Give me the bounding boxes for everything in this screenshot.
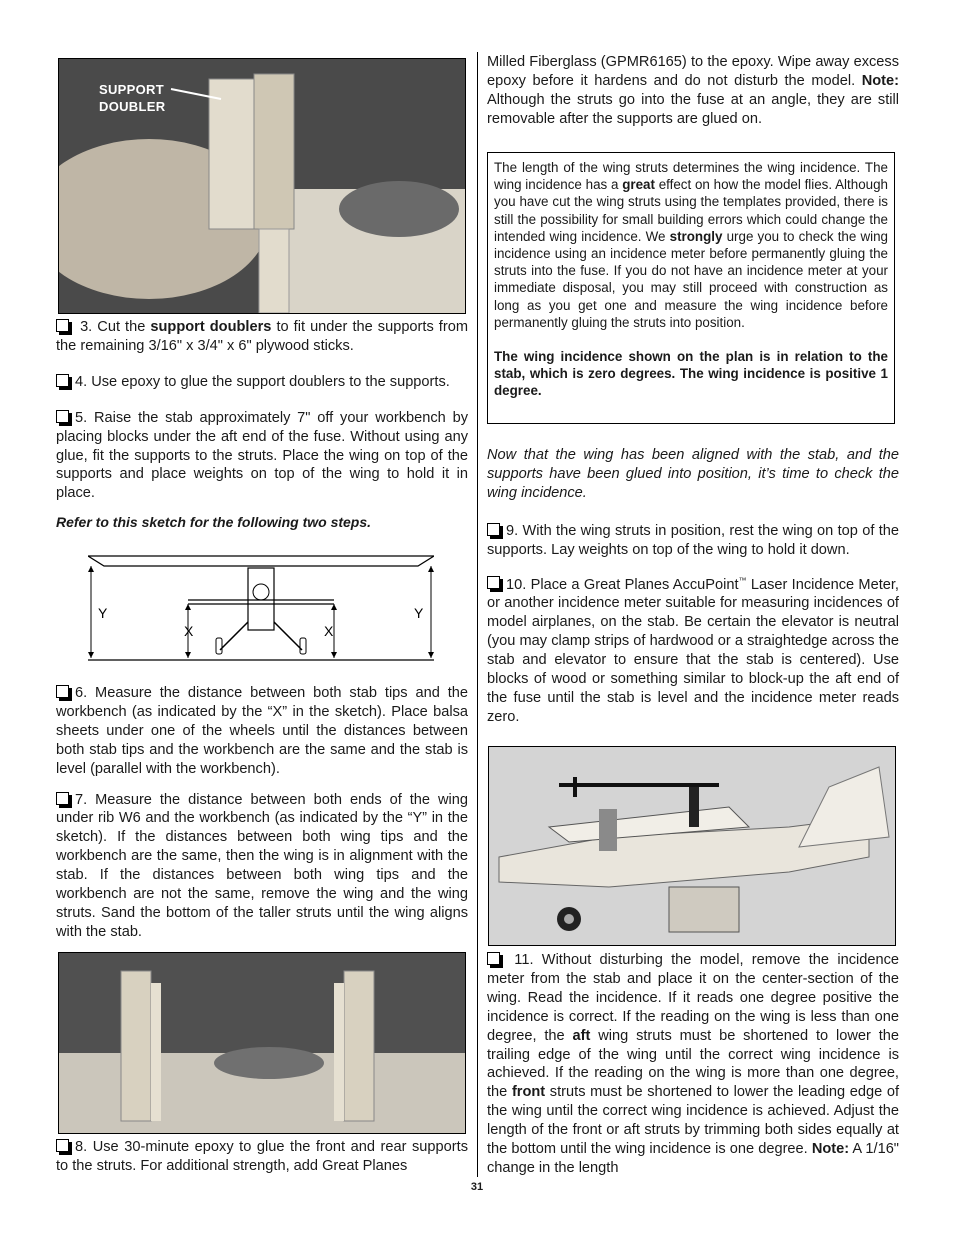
step-5: 5. Raise the stab approximately 7" off your workbench by placing blocks under the aft end of the fuse. Without using any glue, fit the supports to the struts. Place the wing on top of the supports and place weights on top of the wing to hold it in place. <box>56 409 468 502</box>
supports-photo-art <box>59 953 465 1133</box>
intro-italic: Now that the wing has been aligned with the stab, and the supports have been glued into position, it’s time to check the wing incidence. <box>487 447 899 501</box>
step-3: 3. Cut the support doublers to fit under the supports from the remaining 3/16" x 3/4" x 6" plywood sticks. <box>56 319 468 354</box>
left-column-lower <box>56 684 468 942</box>
checkbox-icon[interactable] <box>56 685 69 698</box>
incidence-warning-box <box>487 152 895 424</box>
checkbox-icon[interactable] <box>56 319 69 332</box>
incidence-meter-photo <box>488 746 896 946</box>
column-divider <box>477 52 478 1177</box>
step-10: 10. Place a Great Planes AccuPoint™ Laser Incidence Meter, or another incidence meter suitable for measuring incidences of model airplanes, on the stab. Be certain the elevator is neutral (you may clamp strips of hardwood or a straightedge across the stab and elevator to ensure that the stab is centered). Use blocks of wood or something similar to block-up the aft end of the fuse until the stab is level and the incidence meter reads zero. <box>487 575 899 725</box>
step-11: 11. Without disturbing the model, remove the incidence meter from the stab and place it on the center-section of the wing. Read the incidence. If it reads one degree positive the incidence is correct. If the reading on the wing is less than one degree, the aft wing struts must be shortened to lower the trailing edge of the wing until the correct wing incidence is achieved. If the reading on the wing is more than one degree, the front struts must be shortened to lower the leading edge of the wing until the correct wing incidence is achieved. Adjust the length of the front or aft struts by trimming both sides equally at the bottom until the wing incidence is one degree. Note: A 1/16" change in the length <box>487 952 900 1176</box>
checkbox-icon[interactable] <box>487 576 500 589</box>
refer-sketch-note: Refer to this sketch for the following two steps. <box>56 514 372 531</box>
checkbox-icon[interactable] <box>56 792 69 805</box>
step-7: 7. Measure the distance between both ends of the wing under rib W6 and the workbench (as indicated by the “Y” in the sketch). If the distances between both wing tips and the workbench are the same, then the wing is in alignment with the stab. If the distances between both wing tips and the workbench are not the same, remove the wing and the wing struts. Sand the bottom of the taller struts until the wing aligns with the stab. <box>56 791 468 940</box>
support-doubler-photo <box>58 58 466 314</box>
step-4: 4. Use epoxy to glue the support doublers to the supports. <box>56 373 468 392</box>
step-9: 9. With the wing struts in position, rest the wing on top of the supports. Lay weights on top of the wing to hold it down. <box>487 522 899 558</box>
step-8: 8. Use 30-minute epoxy to glue the front and rear supports to the struts. For additional strength, add Great Planes <box>56 1139 468 1174</box>
checkbox-icon[interactable] <box>56 374 69 387</box>
checkbox-icon[interactable] <box>487 952 500 965</box>
label-line-1: SUPPORT <box>99 82 164 97</box>
sketch-y-left: Y <box>98 605 108 621</box>
sketch-y-right: Y <box>414 605 424 621</box>
supports-photo <box>58 952 466 1134</box>
checkbox-icon[interactable] <box>56 410 69 423</box>
right-column-bottom <box>487 951 899 1178</box>
alignment-sketch <box>88 552 434 662</box>
checkbox-icon[interactable] <box>487 523 500 536</box>
right-column-middle <box>487 446 899 727</box>
checkbox-icon[interactable] <box>56 1139 69 1152</box>
step-6: 6. Measure the distance between both stab tips and the workbench (as indicated by the “X” in the sketch). Place balsa sheets under one of the wheels until the distances between both stab tips and the workbench are the same and the stab is level (parallel with the workbench). <box>56 685 468 777</box>
step-8-continued: Milled Fiberglass (GPMR6165) to the epoxy. Wipe away excess epoxy before it hardens and do not disturb the model. Note: Although the struts go into the fuse at an angle, they are still removable after the supports are glued on. <box>487 54 899 127</box>
incidence-meter-photo-art <box>489 747 895 945</box>
box-paragraph-2: The wing incidence shown on the plan is in relation to the stab, which is zero degrees. The wing incidence is positive 1 degree. <box>494 349 888 399</box>
left-column-upper <box>56 318 468 532</box>
support-doubler-label <box>99 81 165 115</box>
page-number: 31 <box>470 1181 484 1193</box>
label-line-2: DOUBLER <box>99 99 166 114</box>
sketch-x-left: X <box>184 623 194 639</box>
sketch-x-right: X <box>324 623 334 639</box>
right-column-top <box>487 53 899 129</box>
box-paragraph-1: The length of the wing struts determines the wing incidence. The wing incidence has a great effect on how the model flies. Although you have cut the wing struts using the templates provided, there is still the possibility for small building errors which could change the intended wing incidence. We strongly urge you to check the wing incidence using an incidence meter before permanently gluing the struts into the fuse. If you do not have an incidence meter at your immediate disposal, you may still proceed with construction as long as you get one and measure the wing incidence before permanently gluing the struts into position. <box>494 160 888 330</box>
left-column-bottom <box>56 1138 468 1176</box>
